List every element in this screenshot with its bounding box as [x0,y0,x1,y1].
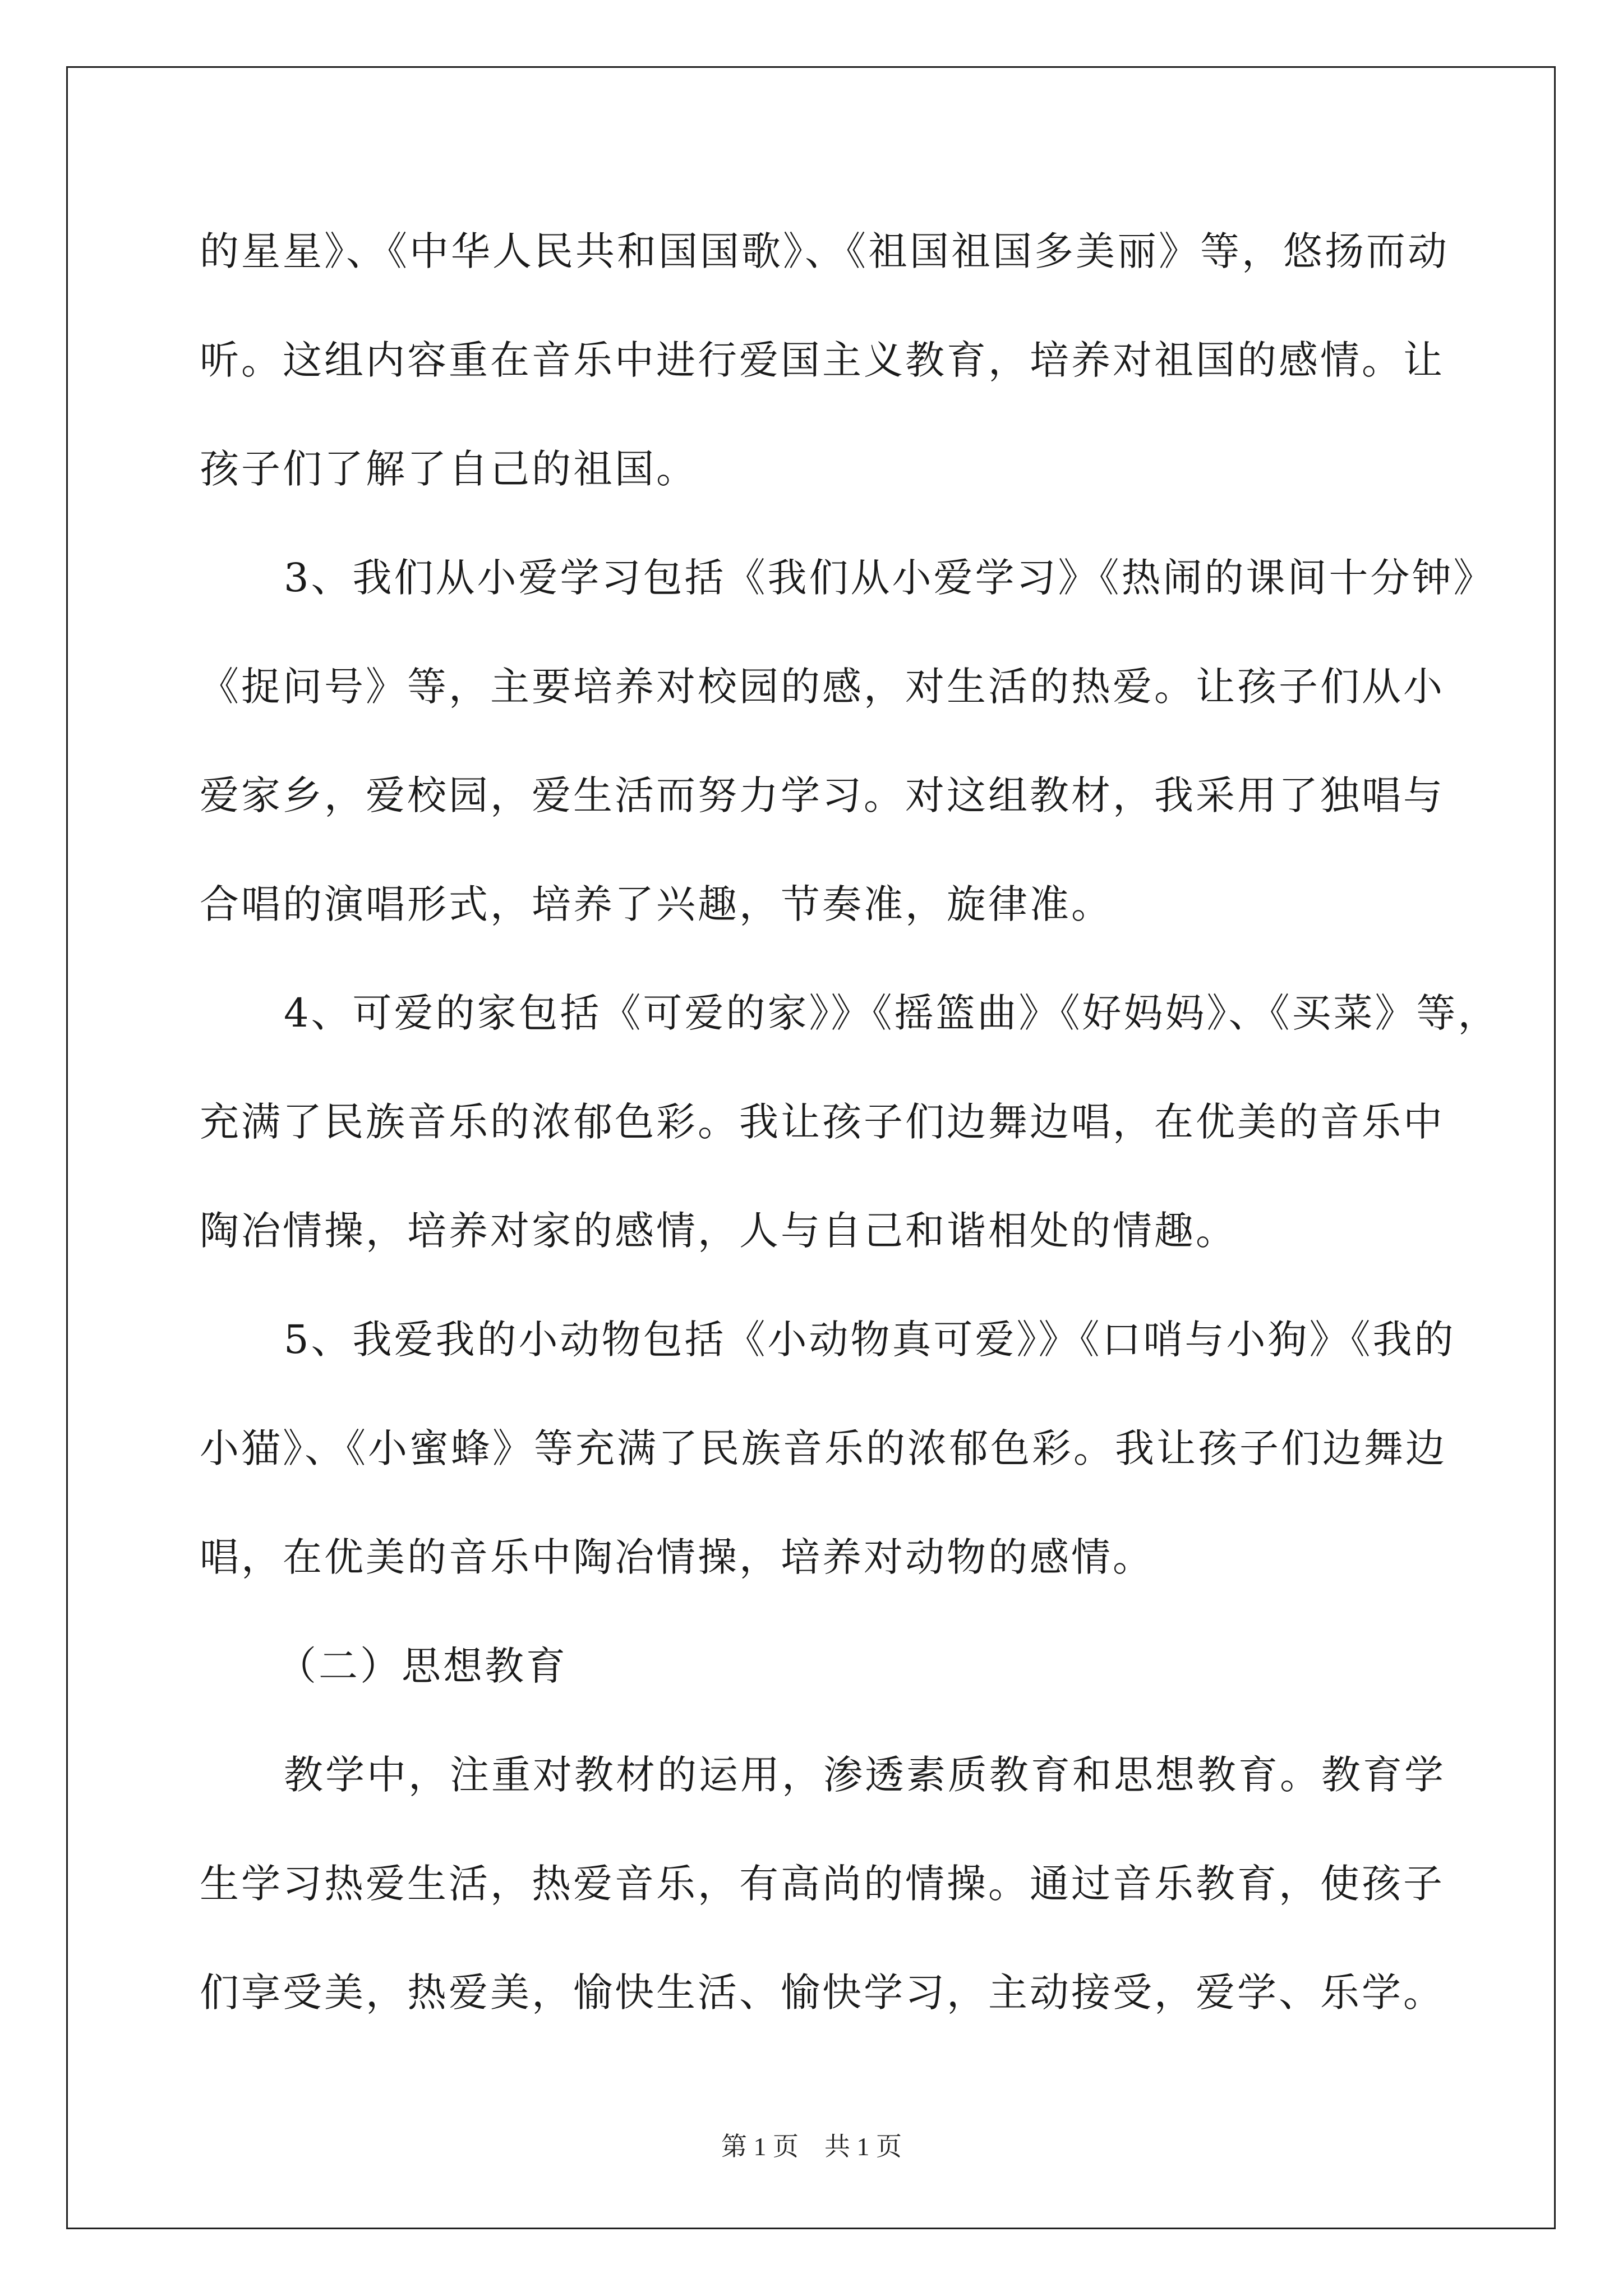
paragraph-start: 5、我爱我的小动物包括《小动物真可爱》》《口哨与小狗》《我的 [284,1317,1456,1363]
section-heading: （二）思想教育 [277,1643,568,1689]
text-line: 唱，在优美的音乐中陶冶情操，培养对动物的感情。 [200,1534,1154,1580]
text-line: 们享受美，热爱美，愉快生活、愉快学习，主动接受，爱学、乐学。 [200,1970,1445,2016]
text-line: 陶冶情操，培养对家的感情，人与自己和谐相处的情趣。 [200,1208,1237,1254]
text-line: 孩子们了解了自己的祖国。 [200,446,698,492]
paragraph-start: 教学中，注重对教材的运用，渗透素质教育和思想教育。教育学 [284,1752,1446,1798]
paragraph-start: 3、我们从小爱学习包括《我们从小爱学习》《热闹的课间十分钟》 [284,555,1495,601]
text-line: 小猫》、《小蜜蜂》等充满了民族音乐的浓郁色彩。我让孩子们边舞边 [200,1425,1447,1471]
text-line: 爱家乡，爱校园，爱生活而努力学习。对这组教材，我采用了独唱与 [200,772,1445,818]
text-line: 充满了民族音乐的浓郁色彩。我让孩子们边舞边唱，在优美的音乐中 [200,1099,1445,1145]
text-line: 生学习热爱生活，热爱音乐，有高尚的情操。通过音乐教育，使孩子 [200,1861,1445,1907]
document-body [200,212,1500,2062]
text-line: 《捉问号》等，主要培养对校园的感，对生活的热爱。让孩子们从小 [200,664,1445,710]
text-line: 听。这组内容重在音乐中进行爱国主义教育，培养对祖国的感情。让 [200,337,1445,383]
text-line: 合唱的演唱形式，培养了兴趣，节奏准，旋律准。 [200,881,1113,927]
text-line: 的星星》、《中华人民共和国国歌》、《祖国祖国多美丽》等，悠扬而动 [200,228,1449,274]
paragraph-start: 4、可爱的家包括《可爱的家》》《摇篮曲》《好妈妈》、《买菜》等， [284,990,1500,1036]
page-footer: 第 1 页 共 1 页 [721,2132,902,2161]
